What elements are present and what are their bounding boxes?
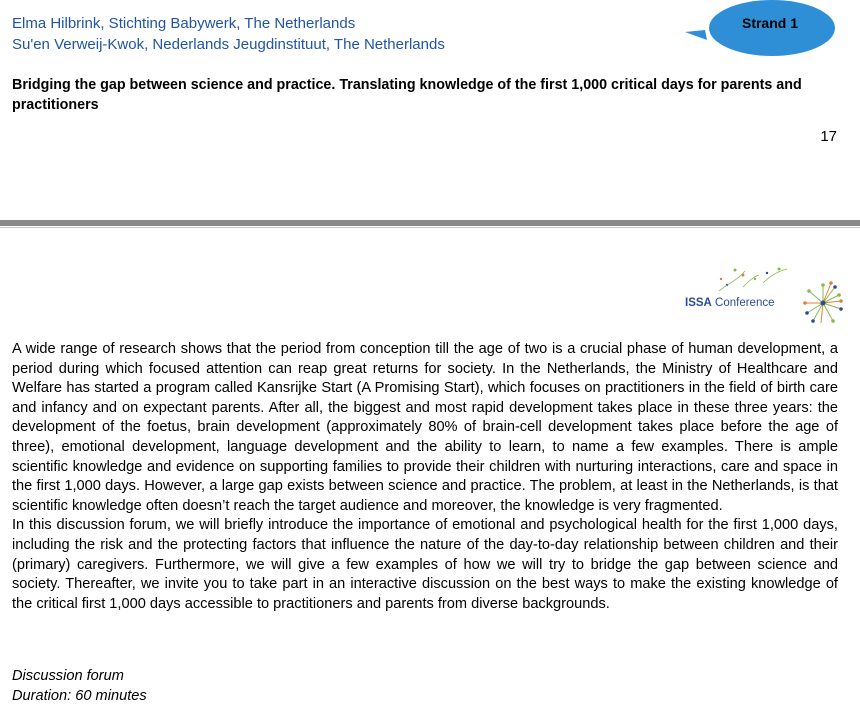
logo-text-suffix: Conference xyxy=(711,297,775,309)
author-line: Elma Hilbrink, Stichting Babywerk, The Netherlands xyxy=(12,15,356,32)
strand-label: Strand 1 xyxy=(741,15,798,31)
issa-logo-text xyxy=(685,297,775,309)
issa-logo-icon xyxy=(683,265,843,325)
abstract-body xyxy=(12,340,838,614)
page-title: Bridging the gap between science and practice. Translating knowledge of the first 1,000 critical days for parents and practitioners xyxy=(12,77,802,113)
section-divider xyxy=(0,220,860,226)
session-duration: Duration: 60 minutes xyxy=(12,687,147,704)
section-divider-shadow xyxy=(0,227,860,228)
session-meta xyxy=(12,667,147,706)
logo-text-prefix: ISSA xyxy=(685,297,712,309)
author-line: Su'en Verweij-Kwok, Nederlands Jeugdinstituut, The Netherlands xyxy=(12,36,445,53)
author-list xyxy=(12,13,445,55)
page-number: 17 xyxy=(820,128,837,145)
abstract-paragraph: In this discussion forum, we will briefly introduce the importance of emotional and psychological health for the first 1,000 days, including the risk and the protecting factors that influence the nature of the day-to-day relationship between children and their (primary) caregivers. Furthermore, we will give a few examples of how we will try to bridge the gap between science and society. Thereafter, we invite you to take part in an interactive discussion on the best ways to make the existing knowledge of the critical first 1,000 days accessible to practitioners and parents from diverse backgrounds. xyxy=(12,517,838,612)
abstract-paragraph: A wide range of research shows that the period from conception till the age of two is a crucial phase of human development, a period during which focused attention can reap great returns for society. In the Netherlands, the Ministry of Healthcare and Welfare has started a program called Kansrijke Start (A Promising Start), which focuses on practitioners in the field of birth care and infancy and on expectant parents. After all, the biggest and most rapid development takes place in these three years: the development of the foetus, brain development (approximately 80% of brain-cell development takes place before the age of three), emotional development, language development and the ability to learn, to name a few examples. There is ample scientific knowledge and evidence on supporting families to provide their children with nurturing interactions, care and space in the first 1,000 days. However, a large gap exists between science and practice. The problem, at least in the Netherlands, is that scientific knowledge often doesn’t reach the target audience and moreover, the knowledge is very fragmented. xyxy=(12,341,838,514)
session-type: Discussion forum xyxy=(12,668,124,684)
